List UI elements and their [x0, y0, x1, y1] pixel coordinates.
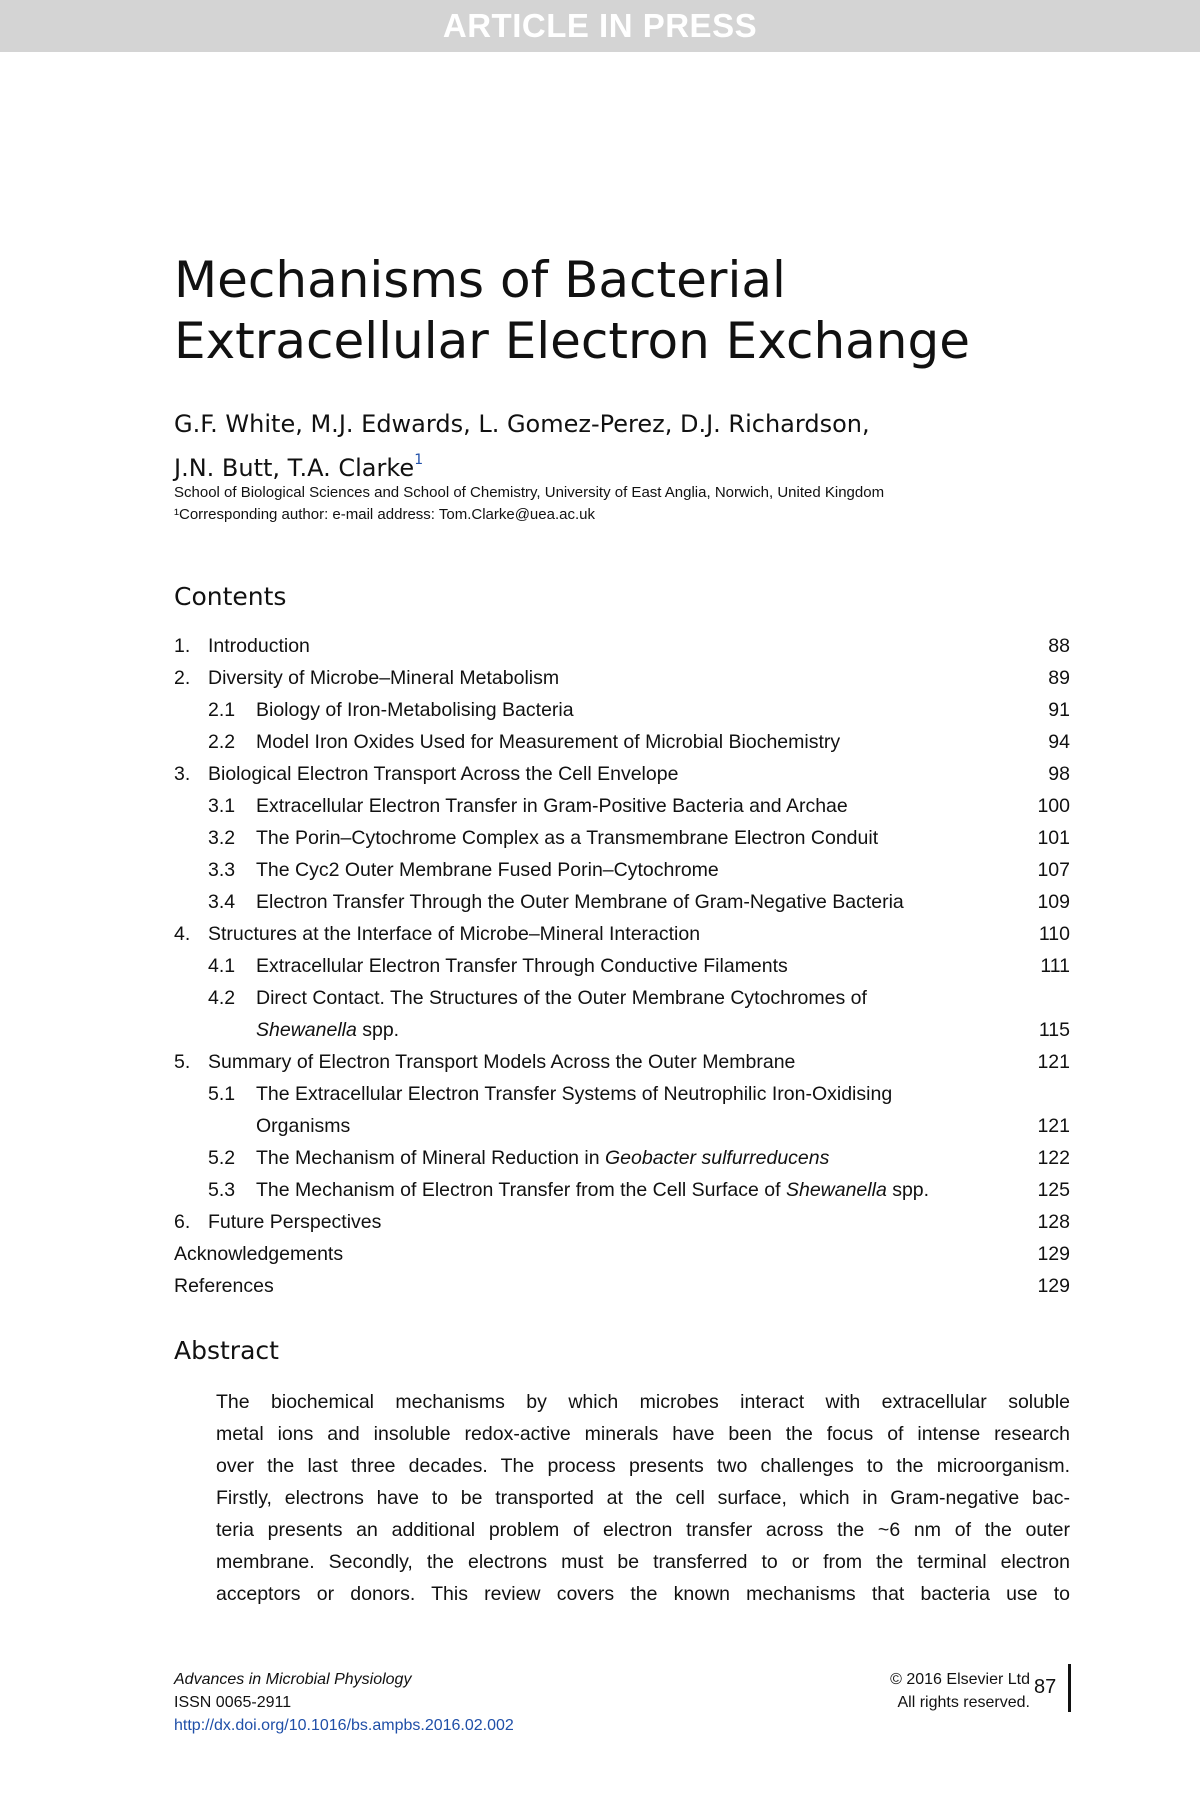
- toc-entry[interactable]: [174, 1046, 1070, 1078]
- authors-line-2-text: J.N. Butt, T.A. Clarke: [174, 454, 415, 482]
- toc-page: 110: [1038, 923, 1070, 945]
- abstract-line: acceptors or donors. This review covers the known mechanisms that bacteria use to: [216, 1583, 1070, 1605]
- toc-title: Introduction: [208, 635, 310, 657]
- toc-title: The Cyc2 Outer Membrane Fused Porin–Cytochrome: [256, 859, 719, 881]
- abstract-body: [216, 1386, 1070, 1610]
- toc-entry[interactable]: [174, 758, 1070, 790]
- article-in-press-banner: ARTICLE IN PRESS: [0, 0, 1200, 52]
- toc-title: [256, 982, 1016, 1046]
- toc-title: Model Iron Oxides Used for Measurement of Microbial Biochemistry: [256, 731, 841, 753]
- toc-page: 111: [1040, 955, 1070, 977]
- toc-title: Electron Transfer Through the Outer Membrane of Gram-Negative Bacteria: [256, 891, 904, 913]
- toc-number: 5.: [174, 1051, 191, 1073]
- toc-entry[interactable]: [174, 918, 1070, 950]
- doi-link[interactable]: http://dx.doi.org/10.1016/bs.ampbs.2016.02.002: [174, 1717, 514, 1734]
- toc-number: 3.: [174, 763, 191, 785]
- abstract-line: The biochemical mechanisms by which microbes interact with extracellular soluble: [216, 1391, 1070, 1413]
- affiliation: School of Biological Sciences and School of Chemistry, University of East Anglia, Norwich, United Kingdom: [174, 484, 885, 501]
- toc-title: The Porin–Cytochrome Complex as a Transmembrane Electron Conduit: [256, 827, 879, 849]
- journal-name: Advances in Microbial Physiology: [174, 1671, 412, 1688]
- toc-entry[interactable]: [174, 726, 1070, 758]
- abstract-line: membrane. Secondly, the electrons must be transferred to or from the terminal electron: [216, 1551, 1070, 1573]
- table-of-contents: [174, 630, 1070, 1302]
- toc-page: 88: [1048, 635, 1070, 657]
- toc-title-text: The Mechanism of Electron Transfer from the Cell Surface of: [256, 1179, 786, 1201]
- toc-title: References: [174, 1275, 274, 1297]
- toc-title: [256, 1142, 1016, 1174]
- toc-entry[interactable]: [174, 822, 1070, 854]
- toc-entry[interactable]: [174, 1142, 1070, 1174]
- toc-page: 128: [1037, 1211, 1070, 1233]
- rights-reserved: All rights reserved.: [897, 1694, 1030, 1711]
- issn: ISSN 0065-2911: [174, 1694, 292, 1711]
- toc-entry[interactable]: [174, 1078, 1070, 1142]
- toc-page: 115: [1038, 1019, 1070, 1041]
- corresponding-footnote-mark[interactable]: 1: [414, 452, 424, 468]
- toc-title: Extracellular Electron Transfer Through Conductive Filaments: [256, 955, 788, 977]
- abstract-line: Firstly, electrons have to be transported at the cell surface, which in Gram-negative bac-: [216, 1487, 1070, 1509]
- affiliation-block: [174, 482, 1074, 526]
- toc-title-line-2: Organisms: [256, 1115, 351, 1137]
- toc-title-line-1: The Extracellular Electron Transfer Systems of Neutrophilic Iron-Oxidising: [256, 1083, 893, 1105]
- toc-entry[interactable]: [174, 1174, 1070, 1206]
- title-line-2: Extracellular Electron Exchange: [174, 312, 970, 370]
- abstract-line: teria presents an additional problem of electron transfer across the ~6 nm of the outer: [216, 1519, 1070, 1541]
- footer-copyright: [734, 1668, 1030, 1714]
- toc-title-rest: spp.: [356, 1019, 400, 1041]
- authors-line-2: [174, 442, 870, 486]
- toc-number: 5.2: [208, 1147, 236, 1169]
- toc-number: 6.: [174, 1211, 191, 1233]
- toc-page: 121: [1037, 1051, 1070, 1073]
- abstract-heading: Abstract: [174, 1336, 279, 1365]
- toc-page: 89: [1048, 667, 1070, 689]
- toc-title-italic: Shewanella: [785, 1179, 887, 1201]
- toc-page: 100: [1037, 795, 1070, 817]
- page-number-rule: [1068, 1664, 1071, 1712]
- abstract-line: over the last three decades. The process presents two challenges to the microorganism.: [216, 1455, 1070, 1477]
- toc-page: 125: [1037, 1179, 1070, 1201]
- toc-entry[interactable]: [174, 1270, 1070, 1302]
- copyright: © 2016 Elsevier Ltd: [890, 1671, 1030, 1688]
- toc-number: 3.1: [208, 795, 236, 817]
- toc-title: Summary of Electron Transport Models Across the Outer Membrane: [208, 1051, 796, 1073]
- toc-title-italic: Shewanella: [256, 1019, 357, 1041]
- footer-publication-info: [174, 1668, 514, 1737]
- toc-entry[interactable]: [174, 1238, 1070, 1270]
- toc-number: 4.: [174, 923, 191, 945]
- toc-title: Diversity of Microbe–Mineral Metabolism: [208, 667, 560, 689]
- toc-entry[interactable]: [174, 982, 1070, 1046]
- toc-title-italic: Geobacter sulfurreducens: [605, 1147, 830, 1169]
- toc-number: 3.3: [208, 859, 236, 881]
- toc-entry[interactable]: [174, 1206, 1070, 1238]
- contents-heading: Contents: [174, 582, 287, 611]
- toc-title: Acknowledgements: [174, 1243, 344, 1265]
- toc-entry[interactable]: [174, 886, 1070, 918]
- toc-page: 129: [1037, 1275, 1070, 1297]
- toc-page: 101: [1037, 827, 1070, 849]
- toc-title: Biological Electron Transport Across the Cell Envelope: [208, 763, 679, 785]
- toc-title: Extracellular Electron Transfer in Gram-Positive Bacteria and Archae: [256, 795, 848, 817]
- toc-title: Biology of Iron-Metabolising Bacteria: [256, 699, 574, 721]
- toc-title: [256, 1174, 1016, 1206]
- toc-number: 4.1: [208, 955, 236, 977]
- toc-entry[interactable]: [174, 662, 1070, 694]
- toc-entry[interactable]: [174, 630, 1070, 662]
- abstract-line: metal ions and insoluble redox-active minerals have been the focus of intense research: [216, 1423, 1070, 1445]
- toc-page: 94: [1048, 731, 1070, 753]
- toc-page: 91: [1048, 699, 1070, 721]
- toc-number: 2.1: [208, 699, 236, 721]
- toc-number: 4.2: [208, 987, 236, 1009]
- article-title: [174, 250, 1070, 372]
- toc-number: 5.1: [208, 1083, 236, 1105]
- toc-number: 2.: [174, 667, 191, 689]
- toc-number: 3.2: [208, 827, 236, 849]
- toc-title: Structures at the Interface of Microbe–Mineral Interaction: [208, 923, 701, 945]
- toc-number: 3.4: [208, 891, 236, 913]
- toc-page: 107: [1037, 859, 1070, 881]
- title-line-1: Mechanisms of Bacterial: [174, 251, 786, 309]
- toc-entry[interactable]: [174, 694, 1070, 726]
- toc-number: 1.: [174, 635, 191, 657]
- toc-number: 2.2: [208, 731, 236, 753]
- toc-entry[interactable]: [174, 950, 1070, 982]
- toc-entry[interactable]: [174, 854, 1070, 886]
- toc-title: [256, 1078, 1016, 1142]
- corresponding-author: ¹Corresponding author: e-mail address: Tom.Clarke@uea.ac.uk: [174, 506, 595, 523]
- toc-page: 109: [1037, 891, 1070, 913]
- toc-title-line-1: Direct Contact. The Structures of the Outer Membrane Cytochromes of: [256, 987, 867, 1009]
- toc-page: 98: [1048, 763, 1070, 785]
- author-list: [174, 406, 870, 486]
- toc-page: 129: [1037, 1243, 1070, 1265]
- toc-number: 5.3: [208, 1179, 236, 1201]
- toc-title: Future Perspectives: [208, 1211, 382, 1233]
- toc-title-rest: spp.: [886, 1179, 930, 1201]
- authors-line-1: G.F. White, M.J. Edwards, L. Gomez-Perez, D.J. Richardson,: [174, 410, 870, 438]
- toc-page: 121: [1037, 1115, 1070, 1137]
- toc-title-text: The Mechanism of Mineral Reduction in: [256, 1147, 605, 1169]
- toc-page: 122: [1037, 1147, 1070, 1169]
- page-number: 87: [1034, 1676, 1057, 1698]
- toc-entry[interactable]: [174, 790, 1070, 822]
